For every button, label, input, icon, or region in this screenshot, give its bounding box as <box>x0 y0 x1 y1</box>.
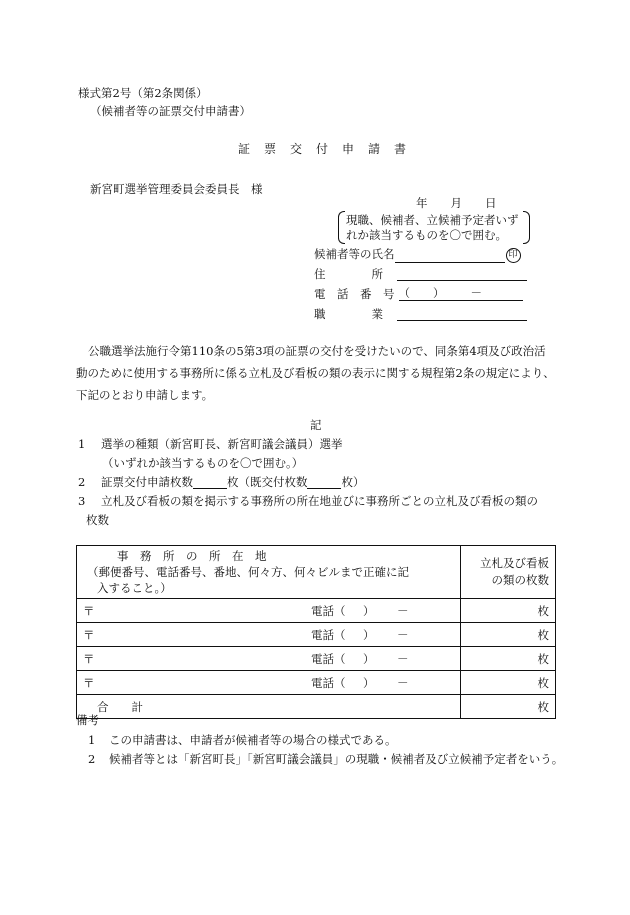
field-name-label: 候補者等の氏名 <box>314 247 395 261</box>
remark-2-number: 2 <box>88 752 96 766</box>
tel-label: 電話（ <box>311 676 346 690</box>
office-location-cell[interactable] <box>77 671 461 695</box>
table-total-row <box>77 695 556 719</box>
field-phone-label: 電 話 番 号 <box>314 287 395 301</box>
office-location-cell[interactable] <box>77 647 461 671</box>
tel-paren-close: ） <box>363 628 375 642</box>
date-line: 年 月 日 <box>416 196 497 210</box>
total-label: 合 計 <box>97 699 143 714</box>
tel-paren-close: ） <box>363 604 375 618</box>
office-table <box>76 545 556 719</box>
header-location <box>77 546 461 599</box>
header-count-1: 立札及び看板 <box>480 556 549 570</box>
count-cell[interactable] <box>461 599 556 623</box>
postal-mark: 〒 <box>83 676 95 690</box>
table-row <box>77 671 556 695</box>
tel-paren-close: ） <box>363 676 375 690</box>
job-input-line[interactable] <box>397 307 527 321</box>
phone-input-line[interactable] <box>399 287 523 301</box>
header-location-note-2: 入すること。） <box>97 581 172 595</box>
tel-label: 電話（ <box>311 652 346 666</box>
field-job-label: 職 業 <box>314 307 383 321</box>
bracket-line-2: れか該当するものを〇で囲む。 <box>346 228 507 242</box>
item-1-note: （いずれか該当するものを〇で囲む。） <box>102 456 304 470</box>
remark-1-number: 1 <box>88 733 96 747</box>
unit-label: 枚 <box>537 699 549 714</box>
postal-mark: 〒 <box>83 628 95 642</box>
item-3 <box>78 494 538 508</box>
ki-heading: 記 <box>310 418 322 432</box>
remarks-title: 備考 <box>76 713 99 727</box>
remark-1 <box>88 733 396 747</box>
remark-2 <box>88 752 563 766</box>
seal-mark: 印 <box>506 248 521 263</box>
header-count <box>461 546 556 599</box>
bracket-line-1: 現職、候補者、立候補予定者いず <box>346 213 519 227</box>
item-3-text: 立札及び看板の類を掲示する事務所の所在地並びに事務所ごとの立札及び看板の類の <box>100 494 538 508</box>
field-address-row <box>314 267 527 281</box>
table-row <box>77 599 556 623</box>
item-1 <box>78 437 342 451</box>
item-2 <box>78 475 364 489</box>
unit-label: 枚 <box>537 603 549 618</box>
count-cell[interactable] <box>461 647 556 671</box>
page-title: 証票交付申請書 <box>238 142 421 156</box>
count-cell[interactable] <box>461 671 556 695</box>
header-location-title: 事 務 所 の 所 在 地 <box>117 549 267 563</box>
address-input-line[interactable] <box>397 267 527 281</box>
tel-paren-close: ） <box>363 652 375 666</box>
table-header-row <box>77 546 556 599</box>
item-2-number: 2 <box>78 475 86 489</box>
tel-dash: － <box>397 652 409 666</box>
remark-1-text: この申請書は、申請者が候補者等の場合の様式である。 <box>108 733 397 747</box>
table-row <box>77 647 556 671</box>
header-location-note-1: （郵便番号、電話番号、番地、何々方、何々ビルまで正確に記 <box>87 565 409 579</box>
unit-label: 枚 <box>537 627 549 642</box>
form-subtitle: （候補者等の証票交付申請書） <box>90 104 251 118</box>
issued-count-line[interactable] <box>307 475 341 489</box>
office-location-cell[interactable] <box>77 623 461 647</box>
field-name-row <box>314 247 521 263</box>
item-2-end: 枚） <box>341 475 365 489</box>
total-label-cell <box>77 695 461 719</box>
table-row <box>77 623 556 647</box>
postal-mark: 〒 <box>83 604 95 618</box>
tel-dash: － <box>397 676 409 690</box>
tel-dash: － <box>397 604 409 618</box>
item-1-text: 選挙の種類（新宮町長、新宮町議会議員）選挙 <box>100 437 343 451</box>
application-paragraph: 公職選挙法施行令第110条の5第3項の証票の交付を受けたいので、同条第4項及び政治活動のために使用する事務所に係る立札及び看板の類の表示に関する規程第2条の規定により、下記のとおり申請します。 <box>76 344 555 402</box>
header-count-2: の類の枚数 <box>491 573 549 587</box>
tel-dash: － <box>397 628 409 642</box>
item-2-label: 証票交付申請枚数 <box>100 475 193 489</box>
tel-label: 電話（ <box>311 628 346 642</box>
form-number: 様式第2号（第2条関係） <box>78 86 208 100</box>
field-phone-row <box>314 287 523 301</box>
unit-label: 枚 <box>537 651 549 666</box>
tel-label: 電話（ <box>311 604 346 618</box>
unit-label: 枚 <box>537 675 549 690</box>
field-address-label: 住 所 <box>314 267 383 281</box>
name-input-line[interactable] <box>395 249 505 263</box>
office-location-cell[interactable] <box>77 599 461 623</box>
issue-count-line[interactable] <box>193 475 227 489</box>
count-cell[interactable] <box>461 623 556 647</box>
item-1-number: 1 <box>78 437 86 451</box>
applicant-type-note <box>338 211 530 244</box>
addressee: 新宮町選挙管理委員会委員長 様 <box>90 182 263 196</box>
item-3-number: 3 <box>78 494 86 508</box>
field-job-row <box>314 307 527 321</box>
item-2-mid: 枚（既交付枚数 <box>226 475 308 489</box>
total-count-cell[interactable] <box>461 695 556 719</box>
remark-2-text: 候補者等とは「新宮町長」「新宮町議会議員」の現職・候補者及び立候補予定者をいう。 <box>108 752 564 766</box>
phone-dash: － <box>470 286 482 300</box>
phone-paren: （ ） <box>398 286 445 300</box>
postal-mark: 〒 <box>83 652 95 666</box>
item-3-line2: 枚数 <box>86 513 109 527</box>
